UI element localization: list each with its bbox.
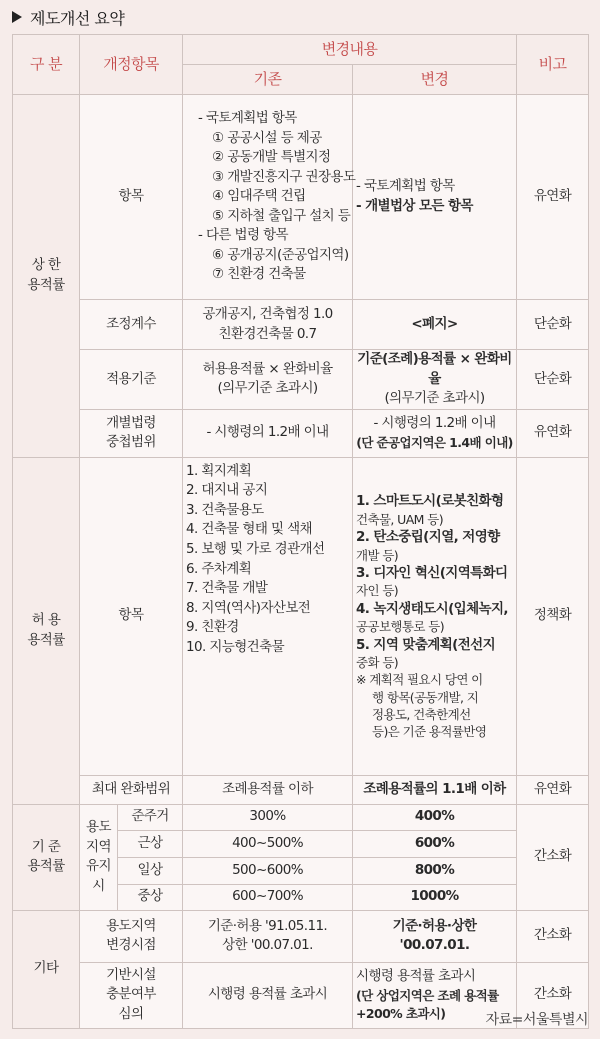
base-before-3: 600~700%	[183, 884, 353, 910]
base-note: 간소화	[517, 804, 589, 910]
triangle-bullet-icon	[12, 11, 22, 23]
upper-std-note: 단순화	[517, 350, 589, 410]
base-after-1: 600%	[353, 830, 517, 857]
header-item: 개정항목	[80, 35, 183, 95]
allow-items-name: 항목	[80, 457, 183, 775]
upper-std-after: 기준(조례)용적률 × 완화비율 (의무기준 초과시)	[353, 350, 517, 410]
upper-coef-after: <폐지>	[353, 300, 517, 350]
etc-timing-note: 간소화	[517, 910, 589, 962]
page-title: 제도개선 요약	[30, 8, 125, 28]
upper-overlap-before: - 시행령의 1.2배 이내	[183, 409, 353, 457]
upper-overlap-after: - 시행령의 1.2배 이내 (단 준공업지역은 1.4배 이내)	[353, 409, 517, 457]
header-category: 구 분	[13, 35, 80, 95]
upper-section-label: 상 한 용적률	[13, 95, 80, 458]
upper-items-name: 항목	[80, 95, 183, 300]
upper-coef-note: 단순화	[517, 300, 589, 350]
allow-max-after: 조례용적률의 1.1배 이하	[353, 775, 517, 804]
allow-max-name: 최대 완화범위	[80, 775, 183, 804]
header-change: 변경내용	[183, 35, 517, 65]
base-zone-1: 근상	[118, 830, 183, 857]
allow-section-label: 허 용 용적률	[13, 457, 80, 804]
upper-std-before: 허용용적률 × 완화비율 (의무기준 초과시)	[183, 350, 353, 410]
allow-items-before: 1. 획지계획 2. 대지내 공지 3. 건축물용도 4. 건축물 형태 및 색채 5. 보행 및 가로 경관개선 6. 주차계획 7. 건축물 개발 8. 지역(역사)자산보전 9. 친환경 10. 지능형건축물	[183, 457, 353, 775]
upper-overlap-name: 개별법령 중첩범위	[80, 409, 183, 457]
allow-items-after: 1. 스마트도시(로봇친화형 건축물, UAM 등) 2. 탄소중립(지열, 저영향 개발 등) 3. 디자인 혁신(지역특화디 자인 등) 4. 녹지생태도시(입체녹지, 공공보행통로 등) 5. 지역 맞춤계획(전선지 중화 등) ※ 계획적 필요시 당연 이 행 항목(공동개발, 지 정용도, 건축한계선 등)은 기준 용적률반영	[353, 457, 517, 775]
etc-infra-before: 시행령 용적률 초과시	[183, 962, 353, 1028]
upper-std-name: 적용기준	[80, 350, 183, 410]
base-after-2: 800%	[353, 857, 517, 884]
base-zone-3: 중상	[118, 884, 183, 910]
summary-table	[12, 34, 589, 1029]
upper-items-note: 유연화	[517, 95, 589, 300]
allow-max-note: 유연화	[517, 775, 589, 804]
etc-infra-after: 시행령 용적률 초과시 (단 상업지역은 조례 용적률 +200% 초과시)	[353, 962, 517, 1028]
title-bar	[0, 0, 600, 34]
etc-timing-after: 기준·허용·상한 '00.07.01.	[353, 910, 517, 962]
header-note: 비고	[517, 35, 589, 95]
etc-section-label: 기타	[13, 910, 80, 1028]
source-caption: 자료=서울특별시	[485, 1012, 588, 1028]
base-after-0: 400%	[353, 804, 517, 830]
base-before-2: 500~600%	[183, 857, 353, 884]
etc-timing-name: 용도지역 변경시점	[80, 910, 183, 962]
etc-infra-note: 간소화	[517, 962, 589, 1028]
base-section-label: 기 준 용적률	[13, 804, 80, 910]
allow-max-before: 조례용적률 이하	[183, 775, 353, 804]
header-before: 기존	[183, 65, 353, 95]
base-before-0: 300%	[183, 804, 353, 830]
etc-timing-before: 기준·허용 '91.05.11. 상한 '00.07.01.	[183, 910, 353, 962]
base-zone-0: 준주거	[118, 804, 183, 830]
header-after: 변경	[353, 65, 517, 95]
upper-overlap-note: 유연화	[517, 409, 589, 457]
base-sub-label: 용도 지역 유지시	[80, 804, 118, 910]
upper-coef-name: 조정계수	[80, 300, 183, 350]
upper-coef-before: 공개공지, 건축협정 1.0 친환경건축물 0.7	[183, 300, 353, 350]
base-before-1: 400~500%	[183, 830, 353, 857]
etc-infra-name: 기반시설 충분여부 심의	[80, 962, 183, 1028]
base-after-3: 1000%	[353, 884, 517, 910]
upper-items-after: - 국토계획법 항목 - 개별법상 모든 항목	[353, 95, 517, 300]
allow-items-note: 정책화	[517, 457, 589, 775]
base-zone-2: 일상	[118, 857, 183, 884]
upper-items-before: - 국토계획법 항목 ① 공공시설 등 제공 ② 공동개발 특별지정 ③ 개발진흥지구 권장용도 ④ 임대주택 건립 ⑤ 지하철 출입구 설치 등 - 다른 법령 항목 ⑥ 공개공지(준공업지역) ⑦ 친환경 건축물	[183, 95, 353, 300]
